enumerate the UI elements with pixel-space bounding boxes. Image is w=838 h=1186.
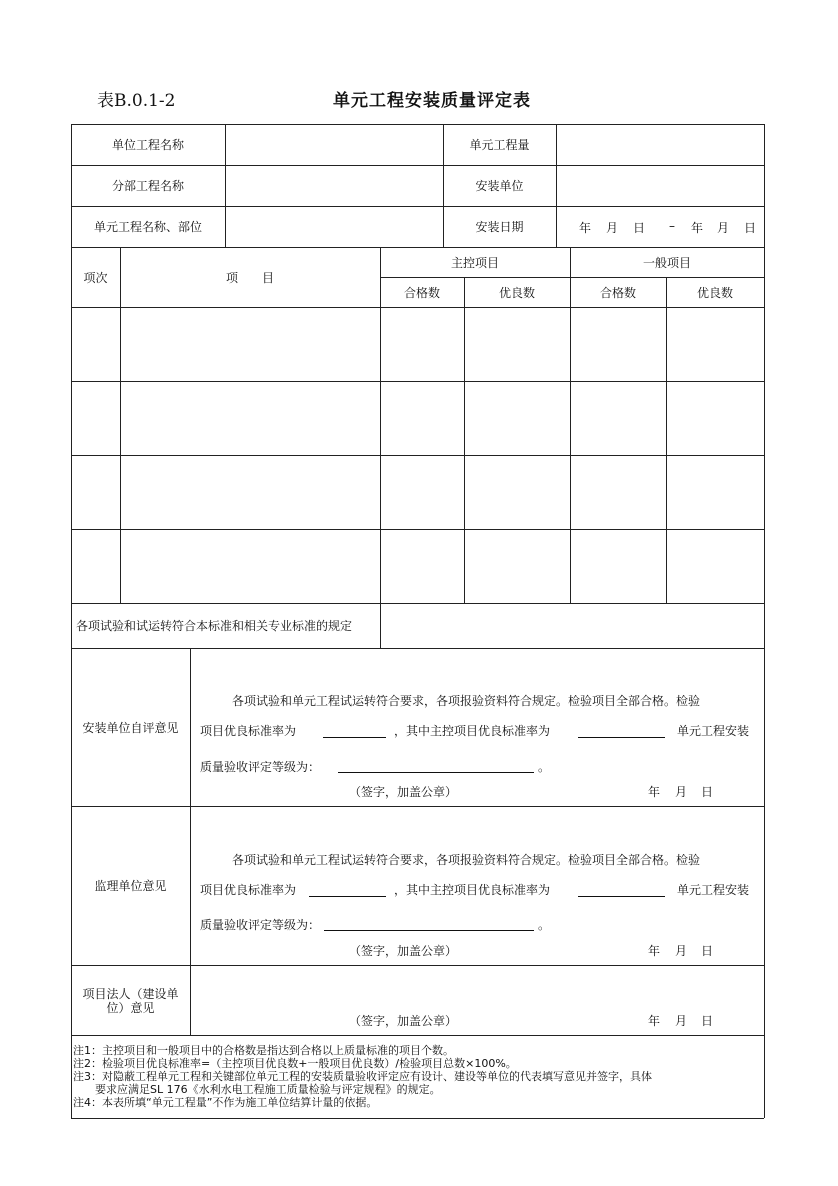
- unit-quantity-value[interactable]: [556, 124, 764, 165]
- self-eval-main-rate-field[interactable]: [578, 737, 665, 738]
- main-excellent-count-header: 优良数: [498, 285, 535, 300]
- self-eval-grade-field[interactable]: [338, 772, 534, 773]
- self-eval-line2c: 单元工程安装: [677, 724, 750, 738]
- main-pass-count-header: 合格数: [403, 285, 440, 300]
- sub-project-label: 分部工程名称: [111, 179, 184, 193]
- table-row[interactable]: [71, 381, 764, 455]
- owner-label: [71, 987, 190, 1015]
- date-dash: –: [669, 219, 675, 233]
- main-items-header: 主控项目: [450, 255, 499, 270]
- self-eval-line2a: 项目优良标准率为: [200, 724, 297, 738]
- self-eval-line2b: ，其中主控项目优良标准率为: [394, 724, 551, 738]
- note-4: 注4：本表所填“单元工程量”不作为施工单位结算计量的依据。: [73, 1096, 378, 1109]
- page-title: 单元工程安装质量评定表: [333, 91, 531, 111]
- sub-project-value[interactable]: [225, 165, 443, 206]
- date-day-2: 日: [744, 221, 757, 235]
- note-3: 注3：对隐蔽工程单元工程和关键部位单元工程的安装质量验收评定应有设计、建设等单位的代表填写意见并签字，具体: [73, 1070, 652, 1083]
- supervisor-line2c: 单元工程安装: [677, 883, 750, 897]
- owner-label-line1: 项目法人（建设单: [82, 987, 179, 1001]
- supervisor-line1: 各项试验和单元工程试运转符合要求，各项报验资料符合规定。检验项目全部合格。检验: [232, 853, 701, 867]
- install-unit-value[interactable]: [556, 165, 764, 206]
- date-month-1: 月: [606, 221, 619, 235]
- supervisor-day: 日: [701, 944, 714, 958]
- element-name-label: 单元工程名称、部位: [93, 220, 202, 234]
- general-pass-count-header: 合格数: [599, 285, 636, 300]
- supervisor-line2a: 项目优良标准率为: [200, 883, 297, 897]
- col-seq-header: 项次: [83, 270, 108, 285]
- date-year-1: 年: [579, 221, 592, 235]
- unit-project-label: 单位工程名称: [111, 138, 184, 152]
- note-2: 注2：检验项目优良标准率=（主控项目优良数+一般项目优良数）/检验项目总数×100%。: [73, 1057, 517, 1070]
- unit-quantity-label: 单元工程量: [469, 138, 530, 152]
- supervisor-line3b: 。: [538, 918, 551, 932]
- install-date-value[interactable]: [556, 206, 764, 247]
- supervisor-grade-field[interactable]: [324, 930, 534, 931]
- general-excellent-count-header: 优良数: [696, 285, 733, 300]
- self-eval-excellent-rate-field[interactable]: [323, 737, 386, 738]
- install-date-label: 安装日期: [475, 220, 524, 234]
- element-name-value[interactable]: [225, 206, 443, 247]
- supervisor-main-rate-field[interactable]: [578, 896, 665, 897]
- unit-project-value[interactable]: [225, 124, 443, 165]
- supervisor-excellent-rate-field[interactable]: [309, 896, 386, 897]
- self-eval-sign: （签字，加盖公章）: [349, 785, 458, 799]
- col-item-header: 项 目: [225, 270, 274, 285]
- compliance-value[interactable]: [380, 603, 764, 648]
- date-month-2: 月: [717, 221, 730, 235]
- note-1: 注1：主控项目和一般项目中的合格数是指达到合格以上质量标准的项目个数。: [73, 1044, 454, 1057]
- self-eval-label: 安装单位自评意见: [82, 720, 179, 735]
- install-unit-label: 安装单位: [475, 179, 524, 193]
- self-eval-day: 日: [701, 785, 714, 799]
- date-day-1: 日: [633, 221, 646, 235]
- self-eval-year: 年: [648, 785, 661, 799]
- owner-day: 日: [701, 1014, 714, 1028]
- date-year-2: 年: [691, 221, 704, 235]
- self-eval-month: 月: [675, 785, 688, 799]
- owner-month: 月: [675, 1014, 688, 1028]
- form-code: 表B.0.1-2: [97, 91, 176, 111]
- supervisor-year: 年: [648, 944, 661, 958]
- self-eval-line1: 各项试验和单元工程试运转符合要求，各项报验资料符合规定。检验项目全部合格。检验: [232, 694, 701, 708]
- self-eval-line3a: 质量验收评定等级为：: [200, 760, 321, 774]
- supervisor-label: 监理单位意见: [94, 879, 167, 893]
- table-row[interactable]: [71, 529, 764, 603]
- supervisor-line2b: ，其中主控项目优良标准率为: [394, 883, 551, 897]
- table-row[interactable]: [71, 455, 764, 529]
- general-items-header: 一般项目: [642, 255, 691, 270]
- owner-label-line2: 位）意见: [106, 1001, 155, 1015]
- note-3-cont: 要求应满足SL 176《水利水电工程施工质量检验与评定规程》的规定。: [73, 1083, 441, 1096]
- supervisor-line3a: 质量验收评定等级为：: [200, 918, 321, 932]
- self-eval-line3b: 。: [538, 760, 551, 774]
- supervisor-month: 月: [675, 944, 688, 958]
- compliance-label: 各项试验和试运转符合本标准和相关专业标准的规定: [76, 619, 353, 633]
- table-row[interactable]: [71, 307, 764, 381]
- owner-year: 年: [648, 1014, 661, 1028]
- owner-sign: （签字，加盖公章）: [349, 1014, 458, 1028]
- supervisor-sign: （签字，加盖公章）: [349, 944, 458, 958]
